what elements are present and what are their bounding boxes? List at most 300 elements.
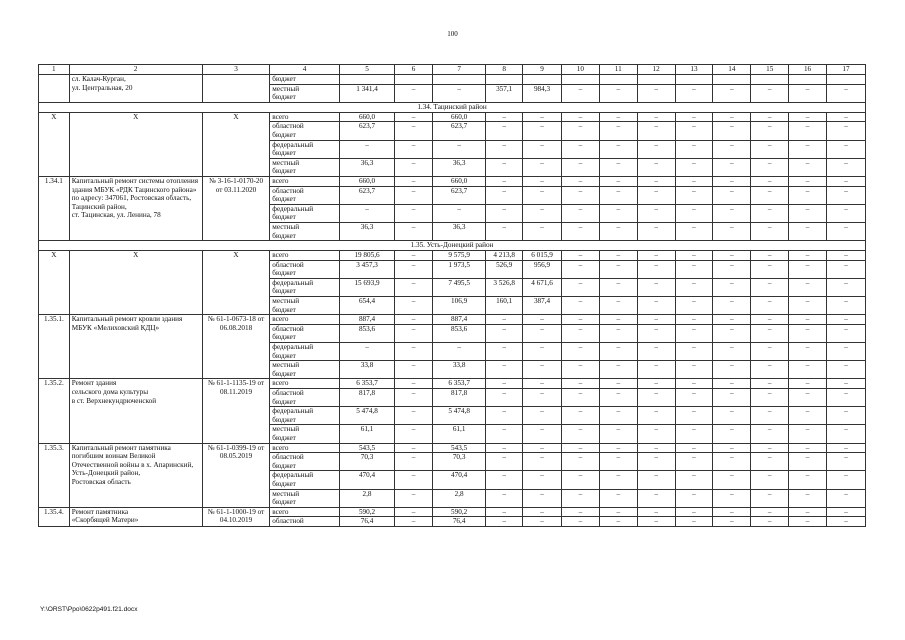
amount-cell: –: [561, 297, 599, 315]
amount-cell: –: [826, 425, 865, 443]
amount-cell: –: [395, 251, 433, 261]
amount-cell: –: [486, 443, 523, 453]
amount-cell: 19 805,6: [339, 251, 394, 261]
amount-cell: [637, 75, 675, 85]
amount-cell: –: [675, 158, 713, 176]
amount-cell: 33,8: [433, 361, 486, 379]
amount-cell: –: [637, 122, 675, 140]
amount-cell: –: [395, 489, 433, 507]
amount-cell: –: [599, 315, 637, 325]
amount-cell: –: [523, 315, 562, 325]
amount-cell: –: [675, 443, 713, 453]
amount-cell: –: [713, 407, 751, 425]
amount-cell: [395, 75, 433, 85]
amount-cell: –: [561, 278, 599, 296]
amount-cell: –: [561, 84, 599, 102]
amount-cell: [789, 75, 827, 85]
amount-cell: –: [713, 361, 751, 379]
table-row: [39, 75, 866, 85]
amount-cell: –: [433, 343, 486, 361]
amount-cell: –: [339, 140, 394, 158]
amount-cell: –: [751, 122, 789, 140]
amount-cell: –: [486, 379, 523, 389]
amount-cell: –: [523, 222, 562, 240]
amount-cell: –: [713, 84, 751, 102]
funding-source: областной: [270, 517, 340, 527]
amount-cell: 623,7: [433, 186, 486, 204]
amount-cell: –: [599, 407, 637, 425]
amount-cell: –: [486, 122, 523, 140]
document-number: [202, 75, 270, 103]
amount-cell: [826, 75, 865, 85]
file-path-footer: Y:\ORST\Ppo\0622p491.f21.docx: [40, 606, 138, 613]
amount-cell: 956,9: [523, 260, 562, 278]
amount-cell: –: [486, 324, 523, 342]
amount-cell: –: [713, 251, 751, 261]
amount-cell: –: [637, 158, 675, 176]
amount-cell: –: [433, 204, 486, 222]
amount-cell: –: [523, 158, 562, 176]
funding-source: бюджет: [270, 75, 340, 85]
amount-cell: –: [637, 297, 675, 315]
amount-cell: –: [637, 443, 675, 453]
amount-cell: –: [826, 260, 865, 278]
column-number: 15: [751, 65, 789, 75]
amount-cell: –: [637, 251, 675, 261]
table-row: [39, 315, 866, 325]
amount-cell: –: [339, 204, 394, 222]
funding-source: всего: [270, 443, 340, 453]
amount-cell: –: [675, 489, 713, 507]
item-name: сл. Калач-Курган, ул. Центральная, 20: [69, 75, 202, 103]
amount-cell: –: [561, 176, 599, 186]
amount-cell: –: [637, 324, 675, 342]
funding-source: областной бюджет: [270, 389, 340, 407]
funding-source: областной бюджет: [270, 324, 340, 342]
amount-cell: 5 474,8: [433, 407, 486, 425]
amount-cell: 106,9: [433, 297, 486, 315]
amount-cell: –: [675, 389, 713, 407]
amount-cell: –: [637, 407, 675, 425]
column-number-row: [39, 65, 866, 75]
section-title: 1.35. Усть-Донецкий район: [39, 241, 866, 251]
amount-cell: –: [675, 140, 713, 158]
amount-cell: –: [751, 507, 789, 517]
amount-cell: –: [826, 471, 865, 489]
amount-cell: –: [599, 112, 637, 122]
amount-cell: –: [561, 222, 599, 240]
amount-cell: –: [523, 324, 562, 342]
amount-cell: –: [523, 186, 562, 204]
amount-cell: –: [486, 489, 523, 507]
amount-cell: 5 474,8: [339, 407, 394, 425]
amount-cell: –: [826, 297, 865, 315]
amount-cell: 623,7: [339, 186, 394, 204]
amount-cell: 76,4: [433, 517, 486, 527]
amount-cell: –: [751, 260, 789, 278]
amount-cell: –: [637, 140, 675, 158]
amount-cell: –: [789, 112, 827, 122]
amount-cell: –: [486, 140, 523, 158]
amount-cell: –: [599, 471, 637, 489]
funding-source: областной бюджет: [270, 260, 340, 278]
amount-cell: –: [713, 122, 751, 140]
column-number: 8: [486, 65, 523, 75]
amount-cell: 590,2: [339, 507, 394, 517]
amount-cell: –: [675, 471, 713, 489]
funding-source: всего: [270, 251, 340, 261]
amount-cell: –: [561, 425, 599, 443]
amount-cell: –: [637, 453, 675, 471]
document-number: № 61-1-0673-18 от 06.08.2018: [202, 315, 270, 379]
amount-cell: –: [789, 343, 827, 361]
amount-cell: 387,4: [523, 297, 562, 315]
amount-cell: –: [637, 176, 675, 186]
amount-cell: –: [486, 471, 523, 489]
amount-cell: –: [599, 260, 637, 278]
funding-source: всего: [270, 507, 340, 517]
amount-cell: –: [789, 389, 827, 407]
amount-cell: –: [826, 453, 865, 471]
amount-cell: –: [561, 517, 599, 527]
amount-cell: –: [637, 112, 675, 122]
amount-cell: –: [599, 251, 637, 261]
amount-cell: 70,3: [433, 453, 486, 471]
amount-cell: –: [713, 278, 751, 296]
amount-cell: –: [599, 158, 637, 176]
amount-cell: –: [523, 140, 562, 158]
column-number: 9: [523, 65, 562, 75]
amount-cell: –: [713, 389, 751, 407]
column-number: 4: [270, 65, 340, 75]
amount-cell: –: [637, 186, 675, 204]
amount-cell: –: [826, 158, 865, 176]
amount-cell: –: [637, 84, 675, 102]
amount-cell: –: [826, 389, 865, 407]
document-number: Х: [202, 251, 270, 315]
amount-cell: –: [826, 84, 865, 102]
amount-cell: 623,7: [339, 122, 394, 140]
amount-cell: 543,5: [339, 443, 394, 453]
amount-cell: –: [826, 517, 865, 527]
amount-cell: –: [637, 517, 675, 527]
amount-cell: –: [713, 186, 751, 204]
amount-cell: –: [486, 453, 523, 471]
amount-cell: –: [523, 361, 562, 379]
amount-cell: –: [789, 517, 827, 527]
amount-cell: –: [599, 443, 637, 453]
amount-cell: –: [561, 489, 599, 507]
amount-cell: –: [675, 407, 713, 425]
amount-cell: –: [561, 453, 599, 471]
amount-cell: –: [751, 84, 789, 102]
amount-cell: [675, 75, 713, 85]
amount-cell: –: [789, 489, 827, 507]
amount-cell: –: [713, 517, 751, 527]
funding-source: местный бюджет: [270, 297, 340, 315]
amount-cell: –: [675, 453, 713, 471]
column-number: 12: [637, 65, 675, 75]
amount-cell: –: [523, 489, 562, 507]
amount-cell: –: [523, 112, 562, 122]
column-number: 5: [339, 65, 394, 75]
funding-source: федеральный бюджет: [270, 407, 340, 425]
amount-cell: 660,0: [339, 112, 394, 122]
amount-cell: –: [637, 204, 675, 222]
amount-cell: –: [789, 407, 827, 425]
amount-cell: –: [599, 361, 637, 379]
item-number: 1.35.2.: [39, 379, 70, 443]
item-name: Ремонт памятника «Скорбящей Матери»: [69, 507, 202, 526]
amount-cell: 660,0: [339, 176, 394, 186]
funding-source: местный бюджет: [270, 222, 340, 240]
amount-cell: –: [523, 122, 562, 140]
amount-cell: 15 693,9: [339, 278, 394, 296]
amount-cell: –: [395, 186, 433, 204]
table-row: [39, 251, 866, 261]
amount-cell: –: [826, 489, 865, 507]
amount-cell: 590,2: [433, 507, 486, 517]
amount-cell: –: [789, 176, 827, 186]
item-number: Х: [39, 112, 70, 176]
amount-cell: –: [789, 453, 827, 471]
amount-cell: –: [713, 324, 751, 342]
amount-cell: –: [523, 204, 562, 222]
section-title: 1.34. Тацинский район: [39, 102, 866, 112]
amount-cell: –: [523, 425, 562, 443]
amount-cell: –: [395, 389, 433, 407]
amount-cell: 543,5: [433, 443, 486, 453]
table-row: [39, 507, 866, 517]
amount-cell: –: [523, 379, 562, 389]
amount-cell: –: [675, 315, 713, 325]
amount-cell: –: [751, 186, 789, 204]
amount-cell: –: [789, 315, 827, 325]
amount-cell: –: [523, 453, 562, 471]
amount-cell: –: [675, 297, 713, 315]
amount-cell: –: [561, 389, 599, 407]
column-number: 1: [39, 65, 70, 75]
amount-cell: –: [395, 84, 433, 102]
amount-cell: –: [395, 176, 433, 186]
amount-cell: –: [486, 407, 523, 425]
amount-cell: 2,8: [433, 489, 486, 507]
document-number: № 61-1-1135-19 от 08.11.2019: [202, 379, 270, 443]
amount-cell: –: [561, 315, 599, 325]
amount-cell: –: [713, 204, 751, 222]
amount-cell: –: [751, 278, 789, 296]
amount-cell: –: [637, 379, 675, 389]
amount-cell: –: [713, 112, 751, 122]
amount-cell: 887,4: [433, 315, 486, 325]
amount-cell: 70,3: [339, 453, 394, 471]
amount-cell: –: [751, 251, 789, 261]
amount-cell: –: [395, 343, 433, 361]
item-name: Х: [69, 251, 202, 315]
amount-cell: 357,1: [486, 84, 523, 102]
amount-cell: –: [561, 140, 599, 158]
amount-cell: –: [789, 158, 827, 176]
document-number: № 61-1-1000-19 от 04.10.2019: [202, 507, 270, 526]
amount-cell: –: [395, 315, 433, 325]
amount-cell: –: [751, 453, 789, 471]
amount-cell: –: [599, 324, 637, 342]
item-name: Х: [69, 112, 202, 176]
amount-cell: 660,0: [433, 176, 486, 186]
amount-cell: –: [561, 324, 599, 342]
amount-cell: –: [789, 251, 827, 261]
amount-cell: –: [751, 343, 789, 361]
amount-cell: –: [637, 425, 675, 443]
amount-cell: –: [713, 315, 751, 325]
amount-cell: –: [713, 343, 751, 361]
amount-cell: –: [486, 517, 523, 527]
amount-cell: –: [789, 324, 827, 342]
amount-cell: –: [713, 453, 751, 471]
amount-cell: –: [637, 389, 675, 407]
amount-cell: –: [826, 122, 865, 140]
amount-cell: –: [599, 222, 637, 240]
amount-cell: –: [713, 297, 751, 315]
amount-cell: [599, 75, 637, 85]
amount-cell: –: [395, 297, 433, 315]
amount-cell: 3 526,8: [486, 278, 523, 296]
column-number: 10: [561, 65, 599, 75]
amount-cell: 36,3: [433, 222, 486, 240]
column-number: 13: [675, 65, 713, 75]
amount-cell: –: [751, 222, 789, 240]
amount-cell: –: [751, 425, 789, 443]
document-number: № 3-16-1-0170-20 от 03.11.2020: [202, 176, 270, 240]
amount-cell: –: [789, 278, 827, 296]
amount-cell: –: [826, 222, 865, 240]
amount-cell: [433, 75, 486, 85]
amount-cell: –: [637, 315, 675, 325]
amount-cell: –: [675, 112, 713, 122]
amount-cell: –: [751, 204, 789, 222]
amount-cell: 9 575,9: [433, 251, 486, 261]
amount-cell: 470,4: [339, 471, 394, 489]
amount-cell: –: [751, 361, 789, 379]
amount-cell: –: [599, 140, 637, 158]
amount-cell: –: [789, 443, 827, 453]
amount-cell: –: [826, 407, 865, 425]
funding-source: всего: [270, 176, 340, 186]
funding-source: местный бюджет: [270, 84, 340, 102]
column-number: 11: [599, 65, 637, 75]
amount-cell: –: [523, 471, 562, 489]
amount-cell: 526,9: [486, 260, 523, 278]
amount-cell: –: [599, 204, 637, 222]
amount-cell: –: [395, 324, 433, 342]
amount-cell: –: [713, 489, 751, 507]
amount-cell: 6 015,9: [523, 251, 562, 261]
amount-cell: –: [826, 112, 865, 122]
amount-cell: 6 353,7: [433, 379, 486, 389]
amount-cell: –: [637, 489, 675, 507]
amount-cell: –: [523, 389, 562, 407]
amount-cell: –: [486, 361, 523, 379]
amount-cell: 6 353,7: [339, 379, 394, 389]
amount-cell: –: [599, 379, 637, 389]
amount-cell: –: [637, 471, 675, 489]
amount-cell: 33,8: [339, 361, 394, 379]
amount-cell: –: [523, 343, 562, 361]
amount-cell: –: [675, 343, 713, 361]
amount-cell: –: [561, 112, 599, 122]
amount-cell: –: [713, 176, 751, 186]
amount-cell: –: [751, 389, 789, 407]
amount-cell: –: [395, 140, 433, 158]
amount-cell: –: [561, 158, 599, 176]
amount-cell: –: [637, 361, 675, 379]
amount-cell: –: [751, 489, 789, 507]
amount-cell: –: [637, 278, 675, 296]
amount-cell: –: [561, 251, 599, 261]
table-row: [39, 379, 866, 389]
amount-cell: –: [789, 84, 827, 102]
funding-source: федеральный бюджет: [270, 140, 340, 158]
amount-cell: –: [826, 176, 865, 186]
amount-cell: –: [486, 186, 523, 204]
amount-cell: 2,8: [339, 489, 394, 507]
amount-cell: –: [713, 379, 751, 389]
amount-cell: –: [675, 278, 713, 296]
amount-cell: –: [675, 222, 713, 240]
amount-cell: –: [713, 140, 751, 158]
amount-cell: 4 213,8: [486, 251, 523, 261]
amount-cell: 1 341,4: [339, 84, 394, 102]
amount-cell: –: [789, 379, 827, 389]
amount-cell: –: [599, 517, 637, 527]
amount-cell: –: [789, 361, 827, 379]
amount-cell: 654,4: [339, 297, 394, 315]
amount-cell: –: [826, 315, 865, 325]
amount-cell: –: [675, 84, 713, 102]
amount-cell: –: [675, 260, 713, 278]
amount-cell: 4 671,6: [523, 278, 562, 296]
amount-cell: [523, 75, 562, 85]
amount-cell: [751, 75, 789, 85]
amount-cell: –: [789, 204, 827, 222]
column-number: 2: [69, 65, 202, 75]
amount-cell: –: [486, 204, 523, 222]
amount-cell: –: [675, 507, 713, 517]
amount-cell: –: [826, 443, 865, 453]
amount-cell: –: [599, 278, 637, 296]
amount-cell: –: [751, 471, 789, 489]
amount-cell: –: [561, 204, 599, 222]
amount-cell: 3 457,3: [339, 260, 394, 278]
amount-cell: –: [395, 204, 433, 222]
document-number: № 61-1-0399-19 от 08.05.2019: [202, 443, 270, 507]
amount-cell: 660,0: [433, 112, 486, 122]
amount-cell: 61,1: [339, 425, 394, 443]
column-number: 7: [433, 65, 486, 75]
amount-cell: –: [599, 84, 637, 102]
table-row: [39, 112, 866, 122]
amount-cell: –: [523, 443, 562, 453]
amount-cell: –: [561, 260, 599, 278]
budget-table: [38, 64, 866, 527]
amount-cell: –: [395, 122, 433, 140]
amount-cell: [713, 75, 751, 85]
amount-cell: 887,4: [339, 315, 394, 325]
amount-cell: –: [751, 379, 789, 389]
funding-source: всего: [270, 315, 340, 325]
amount-cell: –: [826, 186, 865, 204]
amount-cell: [561, 75, 599, 85]
